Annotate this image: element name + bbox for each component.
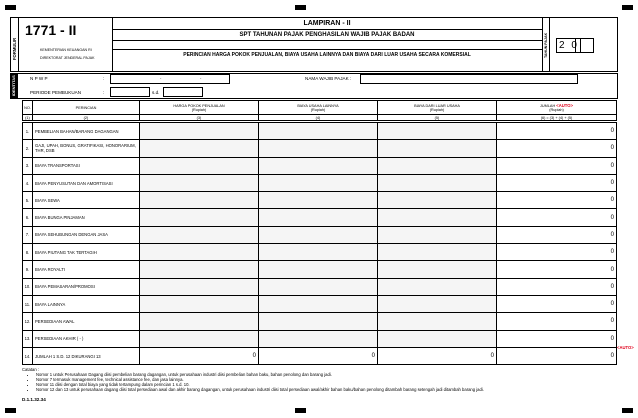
- luar-usaha-cell[interactable]: [378, 157, 497, 174]
- usaha-lain-cell[interactable]: [259, 278, 378, 295]
- usaha-lain-cell[interactable]: [259, 226, 378, 243]
- identitas-label: IDENTITAS: [11, 75, 16, 96]
- total-usaha-lain: 0: [259, 347, 378, 364]
- jumlah-cell: 0: [497, 313, 617, 330]
- jumlah-cell: 0: [497, 295, 617, 312]
- luar-usaha-cell[interactable]: [378, 330, 497, 347]
- year-digit-box[interactable]: [580, 38, 594, 53]
- row-label: BIAYA TRANSPORTASI: [33, 157, 140, 174]
- jumlah-cell: 0: [497, 244, 617, 261]
- npwp-label: N P W P: [30, 76, 48, 81]
- notes-section: [22, 367, 616, 392]
- hpp-cell[interactable]: [140, 209, 259, 226]
- header-hpp-label: HARGA POKOK PENJUALAN: [173, 103, 225, 108]
- row-label: BIAYA PENYUSUTAN DAN AMORTISASI: [33, 174, 140, 191]
- corner-mark-bottom-left: [5, 408, 16, 413]
- row-no: 1.: [23, 123, 33, 140]
- hpp-cell[interactable]: [140, 244, 259, 261]
- table-row: [23, 174, 617, 191]
- hpp-cell[interactable]: [140, 278, 259, 295]
- row-label: GAJI, UPAH, BONUS, GRATIFIKASI, HONORARIUM, THR, DSB: [33, 140, 140, 157]
- corner-mark-top-center: [295, 5, 306, 10]
- notes-title: Catatan :: [22, 367, 39, 372]
- header-usaha-lain-rupiah: (Rupiah): [310, 107, 326, 112]
- form-subtitle: PERINCIAN HARGA POKOK PENJUALAN, BIAYA USAHA LAINNYA DAN BIAYA DARI LUAR USAHA SECARA KOMERSIAL: [183, 52, 471, 58]
- npwp-dot-2: ·: [200, 76, 202, 82]
- periode-start-input[interactable]: [110, 87, 150, 97]
- jumlah-cell: 0: [497, 174, 617, 191]
- hpp-cell[interactable]: [140, 295, 259, 312]
- tahun-divider: [549, 17, 550, 72]
- usaha-lain-cell[interactable]: [259, 313, 378, 330]
- notes-list: [22, 372, 616, 392]
- header-jumlah-rupiah: (Rupiah): [549, 108, 564, 112]
- luar-usaha-cell[interactable]: [378, 244, 497, 261]
- header-hpp: [140, 101, 259, 115]
- row-no: 8.: [23, 244, 33, 261]
- usaha-lain-cell[interactable]: [259, 157, 378, 174]
- jumlah-cell: 0: [497, 278, 617, 295]
- table-row: [23, 209, 617, 226]
- header-luar-usaha: [378, 101, 497, 115]
- usaha-lain-cell[interactable]: [259, 244, 378, 261]
- colnum-hpp: (3): [140, 115, 259, 121]
- note-item: • Nomor 7 termasuk management fee, technical assistance fee, dan jasa lainnya.: [36, 377, 616, 382]
- row-label: BIAYA PIUTANG TAK TERTAGIH: [33, 244, 140, 261]
- header-jumlah: [497, 101, 617, 115]
- corner-mark-bottom-right: [622, 408, 633, 413]
- luar-usaha-cell[interactable]: [378, 123, 497, 140]
- row-no: 3.: [23, 157, 33, 174]
- luar-usaha-cell[interactable]: [378, 140, 497, 157]
- usaha-lain-cell[interactable]: [259, 140, 378, 157]
- usaha-lain-cell[interactable]: [259, 209, 378, 226]
- row-label: BIAYA SEWA: [33, 192, 140, 209]
- colnum-perincian: (2): [33, 115, 140, 121]
- luar-usaha-cell[interactable]: [378, 261, 497, 278]
- row-label: BIAYA PEMASARAN/PROMOSI: [33, 278, 140, 295]
- total-label: JUMLAH 1 S.D. 12 DIKURANGI 13: [33, 347, 140, 364]
- note-item: • Nomor 11 diisi dengan total biaya yang tidak tertampung dalam perincian 1 s.d. 10.: [36, 382, 616, 387]
- header-perincian: PERINCIAN: [33, 101, 140, 115]
- luar-usaha-cell[interactable]: [378, 295, 497, 312]
- year-prefix: 2 0: [559, 40, 579, 51]
- hpp-cell[interactable]: [140, 192, 259, 209]
- usaha-lain-cell[interactable]: [259, 192, 378, 209]
- npwp-dot-1: ·: [160, 76, 162, 82]
- jumlah-cell: 0: [497, 261, 617, 278]
- ministry-line2: DIREKTORAT JENDERAL PAJAK: [40, 56, 95, 60]
- table-row: [23, 226, 617, 243]
- corner-mark-bottom-center: [295, 408, 306, 413]
- jumlah-cell: 0: [497, 123, 617, 140]
- note-item: • Nomor 1 untuk Perusahaan Dagang diisi pembelian barang dagangan, untuk perusahaan industri diisi pembelian bahan baku, bahan penolong dan barang jadi.: [36, 372, 616, 377]
- form-code: 1771 - II: [25, 22, 77, 38]
- hpp-cell[interactable]: [140, 226, 259, 243]
- luar-usaha-cell[interactable]: [378, 313, 497, 330]
- total-row: [23, 347, 617, 364]
- header-divider-left: [18, 17, 19, 72]
- nama-label: NAMA WAJIB PAJAK :: [305, 76, 352, 81]
- hpp-cell[interactable]: [140, 330, 259, 347]
- table-row: [23, 157, 617, 174]
- npwp-input[interactable]: [110, 74, 230, 84]
- table-row: [23, 123, 617, 140]
- jumlah-cell: 0: [497, 226, 617, 243]
- row-no: 5.: [23, 192, 33, 209]
- header-auto-tag: <AUTO>: [556, 103, 573, 108]
- usaha-lain-cell[interactable]: [259, 295, 378, 312]
- table-row: [23, 313, 617, 330]
- table-row: [23, 330, 617, 347]
- ministry-line1: KEMENTERIAN KEUANGAN RI: [40, 48, 92, 52]
- periode-sd: s.d.: [152, 90, 160, 95]
- luar-usaha-cell[interactable]: [378, 209, 497, 226]
- table-row: [23, 244, 617, 261]
- total-auto-tag: <AUTO>: [617, 345, 634, 350]
- total-no: 14.: [23, 347, 33, 364]
- hpp-cell[interactable]: [140, 313, 259, 330]
- row-label: BIAYA ROYALTI: [33, 261, 140, 278]
- row-no: 7.: [23, 226, 33, 243]
- header-usaha-lain: [259, 101, 378, 115]
- row-label: BIAYA LAINNYA: [33, 295, 140, 312]
- jumlah-cell: 0: [497, 209, 617, 226]
- note-item: • Nomor 12 dan 13 untuk perusahaan dagang diisi total persediaan awal dan akhir barang dagangan, untuk perusahaan industri diisi total persediaan awal/akhir bahan baku/bahan penolong ditambah barang setengah jadi ditambah barang jadi.: [36, 387, 616, 392]
- row-no: 6.: [23, 209, 33, 226]
- table-row: [23, 261, 617, 278]
- jumlah-cell: 0: [497, 140, 617, 157]
- hpp-cell[interactable]: [140, 174, 259, 191]
- row-no: 11.: [23, 295, 33, 312]
- hpp-cell[interactable]: [140, 157, 259, 174]
- header-usaha-lain-label: BIAYA USAHA LAINNYA: [297, 103, 339, 108]
- corner-mark-top-left: [5, 5, 16, 10]
- periode-end-input[interactable]: [163, 87, 203, 97]
- hpp-cell[interactable]: [140, 261, 259, 278]
- row-label: PERSEDIAAN AWAL: [33, 313, 140, 330]
- luar-usaha-cell[interactable]: [378, 278, 497, 295]
- total-luar-usaha: 0: [378, 347, 497, 364]
- tahun-pajak-label: TAHUN PAJAK: [544, 32, 548, 58]
- table-row: [23, 192, 617, 209]
- table-row: [23, 295, 617, 312]
- hpp-cell[interactable]: [140, 140, 259, 157]
- colnum-usaha-lain: (4): [259, 115, 378, 121]
- periode-label: PERIODE PEMBUKUAN: [30, 90, 82, 95]
- header-rule-3: [112, 49, 542, 50]
- header-hpp-rupiah: (Rupiah): [191, 107, 207, 112]
- jumlah-cell: 0: [497, 157, 617, 174]
- usaha-lain-cell[interactable]: [259, 261, 378, 278]
- total-hpp: 0: [140, 347, 259, 364]
- spt-title: SPT TAHUNAN PAJAK PENGHASILAN WAJIB PAJAK BADAN: [239, 32, 415, 38]
- header-luar-usaha-rupiah: (Rupiah): [429, 107, 445, 112]
- row-no: 2.: [23, 140, 33, 157]
- periode-sep: :: [103, 90, 105, 95]
- usaha-lain-cell[interactable]: [259, 123, 378, 140]
- jumlah-cell: 0: [497, 330, 617, 347]
- table-row: [23, 140, 617, 157]
- corner-mark-top-right: [622, 5, 633, 10]
- jumlah-cell: 0: [497, 192, 617, 209]
- colnum-no: (1): [23, 115, 33, 121]
- row-label: PEMBELIAN BAHAN/BARANG DAGANGAN: [33, 123, 140, 140]
- usaha-lain-cell[interactable]: [259, 330, 378, 347]
- nama-input[interactable]: [360, 74, 578, 84]
- form-number: D.1.1.32.34: [22, 397, 46, 402]
- luar-usaha-cell[interactable]: [378, 226, 497, 243]
- header-luar-usaha-label: BIAYA DARI LUAR USAHA: [414, 103, 460, 108]
- row-no: 9.: [23, 261, 33, 278]
- perincian-table: [22, 122, 617, 365]
- total-jumlah: 0: [497, 347, 617, 364]
- row-no: 13.: [23, 330, 33, 347]
- table-header: [22, 100, 617, 121]
- npwp-sep: :: [103, 76, 105, 81]
- formulir-label: FORMULIR: [12, 37, 17, 60]
- row-no: 10.: [23, 278, 33, 295]
- lampiran-title: LAMPIRAN - II: [303, 20, 351, 27]
- colnum-luar-usaha: (5): [378, 115, 497, 121]
- table-row: [23, 278, 617, 295]
- colnum-jumlah: (6) = (3) + (4) + (5): [497, 115, 617, 121]
- header-jumlah-label: JUMLAH: [540, 104, 556, 108]
- header-divider-right: [542, 17, 543, 72]
- row-no: 12.: [23, 313, 33, 330]
- row-label: BIAYA BUNGA PINJAMAN: [33, 209, 140, 226]
- header-no: NO.: [23, 101, 33, 115]
- row-no: 4.: [23, 174, 33, 191]
- header-rule-1: [112, 29, 542, 30]
- row-label: BIAYA SEHUBUNGAN DENGAN JASA: [33, 226, 140, 243]
- row-label: PERSEDIAAN AKHIR ( - ): [33, 330, 140, 347]
- luar-usaha-cell[interactable]: [378, 192, 497, 209]
- hpp-cell[interactable]: [140, 123, 259, 140]
- usaha-lain-cell[interactable]: [259, 174, 378, 191]
- header-rule-2: [112, 40, 542, 41]
- luar-usaha-cell[interactable]: [378, 174, 497, 191]
- year-divider: [575, 39, 576, 53]
